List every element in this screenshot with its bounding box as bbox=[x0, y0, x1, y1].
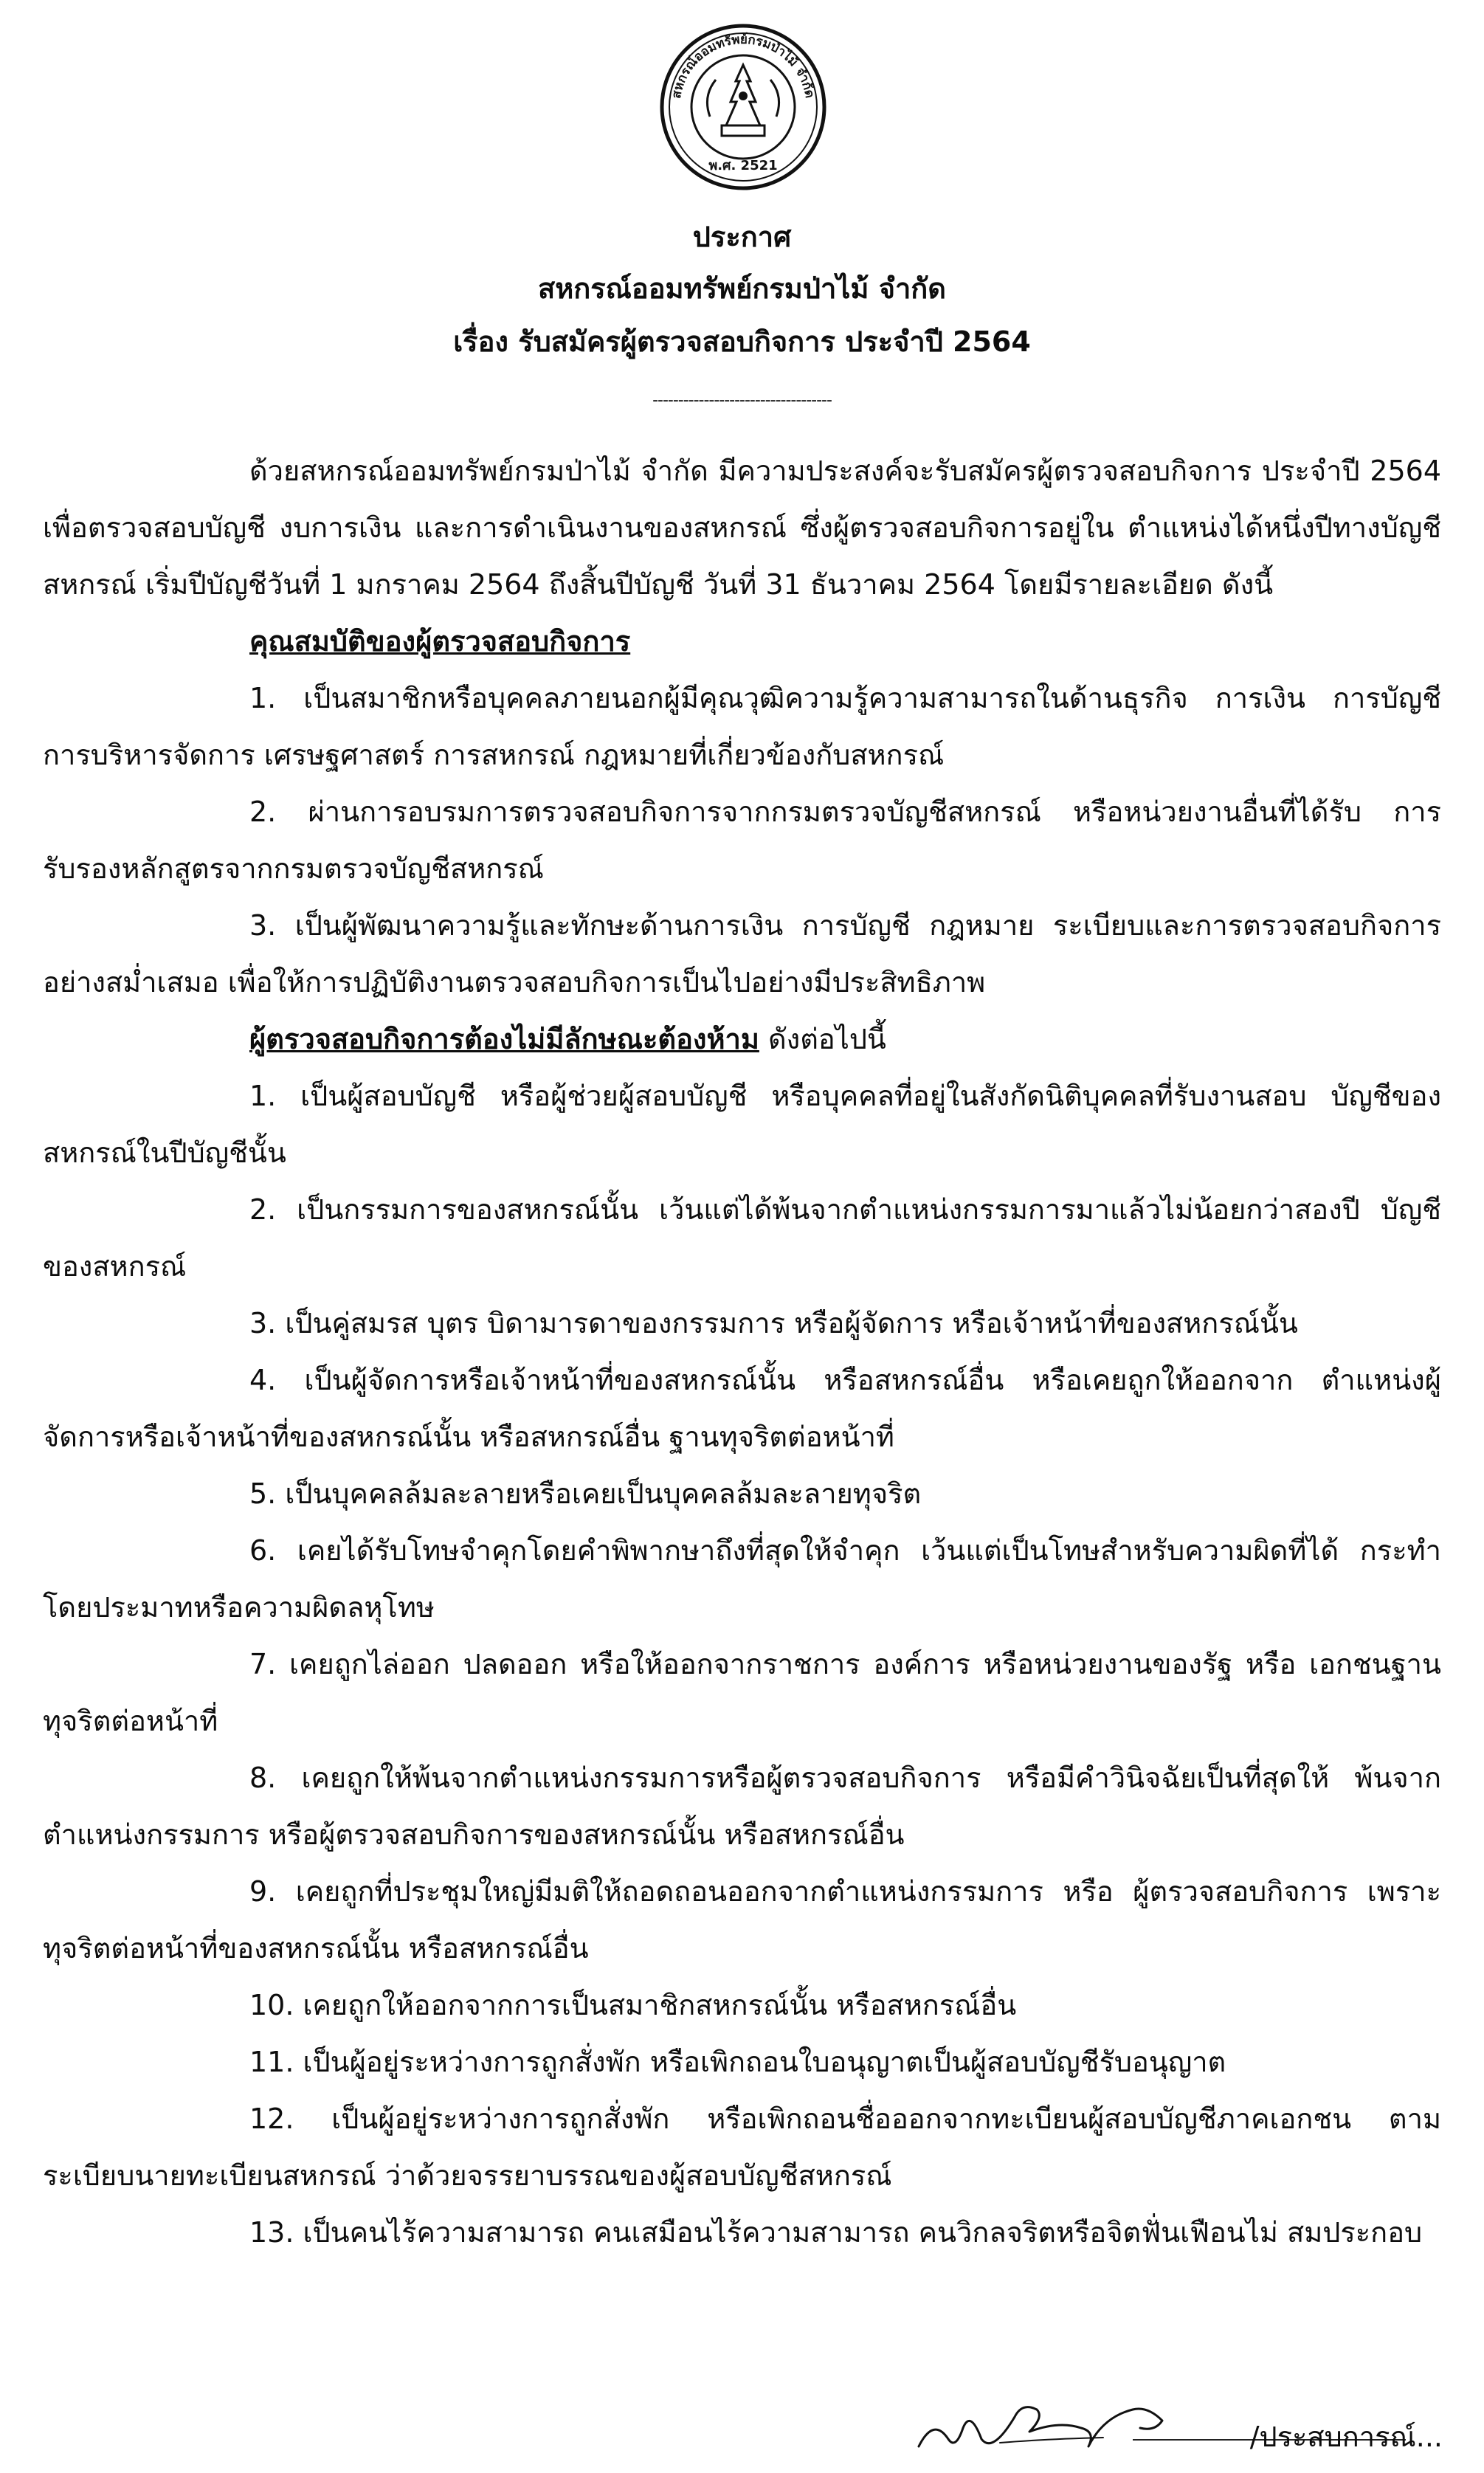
prohibition-item: 12. เป็นผู้อยู่ระหว่างการถูกสั่งพัก หรือเพิกถอนชื่อออกจากทะเบียนผู้สอบบัญชีภาคเอกชน ตามระเบียบนายทะเบียนสหกรณ์ ว่าด้วยจรรยาบรรณของผู้สอบบัญชีสหกรณ์ bbox=[43, 2103, 1441, 2192]
qualification-item: 1. เป็นสมาชิกหรือบุคคลภายนอกผู้มีคุณวุฒิความรู้ความสามารถในด้านธุรกิจ การเงิน การบัญชี การบริหารจัดการ เศรษฐศาสตร์ การสหกรณ์ กฎหมายที่เกี่ยวข้องกับสหกรณ์ bbox=[43, 682, 1441, 771]
qualification-item: 2. ผ่านการอบรมการตรวจสอบกิจการจากกรมตรวจบัญชีสหกรณ์ หรือหน่วยงานอื่นที่ได้รับ การรับรองหลักสูตรจากกรมตรวจบัญชีสหกรณ์ bbox=[43, 796, 1441, 885]
prohibitions-heading-line bbox=[43, 1011, 1441, 1068]
signature-area bbox=[911, 2387, 1443, 2461]
prohibition-item: 5. เป็นบุคคลล้มละลายหรือเคยเป็นบุคคลล้มละลายทุจริต bbox=[249, 1477, 922, 1510]
prohibition-item: 1. เป็นผู้สอบบัญชี หรือผู้ช่วยผู้สอบบัญชี หรือบุคคลที่อยู่ในสังกัดนิติบุคคลที่รับงานสอบ บัญชีของสหกรณ์ในปีบัญชีนั้น bbox=[43, 1080, 1441, 1169]
prohibition-item: 8. เคยถูกให้พ้นจากตำแหน่งกรรมการหรือผู้ตรวจสอบกิจการ หรือมีคำวินิจฉัยเป็นที่สุดให้ พ้นจากตำแหน่งกรรมการ หรือผู้ตรวจสอบกิจการของสหกรณ์นั้น หรือสหกรณ์อื่น bbox=[43, 1762, 1441, 1851]
prohibition-item: 9. เคยถูกที่ประชุมใหญ่มีมติให้ถอดถอนออกจากตำแหน่งกรรมการ หรือ ผู้ตรวจสอบกิจการ เพราะทุจริตต่อหน้าที่ของสหกรณ์นั้น หรือสหกรณ์อื่น bbox=[43, 1875, 1441, 1965]
continuation-marker: /ประสบการณ์... bbox=[1249, 2421, 1443, 2453]
handwritten-signature-icon bbox=[911, 2387, 1199, 2461]
announcement-subject: เรื่อง รับสมัครผู้ตรวจสอบกิจการ ประจำปี 2564 bbox=[453, 325, 1031, 358]
seal-year-text: พ.ศ. 2521 bbox=[708, 158, 778, 173]
qualifications-heading-line bbox=[43, 613, 1441, 670]
prohibition-item: 10. เคยถูกให้ออกจากการเป็นสมาชิกสหกรณ์นั้น หรือสหกรณ์อื่น bbox=[249, 1989, 1017, 2021]
cooperative-seal bbox=[658, 22, 828, 192]
prohibition-item: 2. เป็นกรรมการของสหกรณ์นั้น เว้นแต่ได้พ้นจากตำแหน่งกรรมการมาแล้วไม่น้อยกว่าสองปี บัญชีของสหกรณ์ bbox=[43, 1193, 1441, 1283]
prohibition-item: 6. เคยได้รับโทษจำคุกโดยคำพิพากษาถึงที่สุดให้จำคุก เว้นแต่เป็นโทษสำหรับความผิดที่ได้ กระทำโดยประมาทหรือความผิดลหุโทษ bbox=[43, 1534, 1441, 1624]
qualifications-heading: คุณสมบัติของผู้ตรวจสอบกิจการ bbox=[249, 625, 631, 658]
qualification-item: 3. เป็นผู้พัฒนาความรู้และทักษะด้านการเงิน การบัญชี กฎหมาย ระเบียบและการตรวจสอบกิจการ อย่างสม่ำเสมอ เพื่อให้การปฏิบัติงานตรวจสอบกิจการเป็นไปอย่างมีประสิทธิภาพ bbox=[43, 909, 1441, 998]
seal-emblem-icon bbox=[658, 22, 828, 192]
intro-paragraph: ด้วยสหกรณ์ออมทรัพย์กรมป่าไม้ จำกัด มีความประสงค์จะรับสมัครผู้ตรวจสอบกิจการ ประจำปี 2564 เพื่อตรวจสอบบัญชี งบการเงิน และการดำเนินงานของสหกรณ์ ซึ่งผู้ตรวจสอบกิจการอยู่ใน ตำแหน่งได้หนึ่งปีทางบัญชีสหกรณ์ เริ่มปีบัญชีวันที่ 1 มกราคม 2564 ถึงสิ้นปีบัญชี วันที่ 31 ธันวาคม 2564 โดยมีรายละเอียด ดังนี้ bbox=[43, 455, 1441, 601]
prohibitions-heading: ผู้ตรวจสอบกิจการต้องไม่มีลักษณะต้องห้าม bbox=[249, 1023, 759, 1055]
prohibition-item: 3. เป็นคู่สมรส บุตร บิดามารดาของกรรมการ หรือผู้จัดการ หรือเจ้าหน้าที่ของสหกรณ์นั้น bbox=[249, 1307, 1298, 1339]
prohibition-item: 7. เคยถูกไล่ออก ปลดออก หรือให้ออกจากราชการ องค์การ หรือหน่วยงานของรัฐ หรือ เอกชนฐานทุจริตต่อหน้าที่ bbox=[43, 1648, 1441, 1737]
prohibitions-heading-suffix: ดังต่อไปนี้ bbox=[759, 1023, 886, 1055]
document-body bbox=[43, 443, 1441, 2261]
prohibition-item: 11. เป็นผู้อยู่ระหว่างการถูกสั่งพัก หรือเพิกถอนใบอนุญาตเป็นผู้สอบบัญชีรับอนุญาต bbox=[249, 2046, 1226, 2078]
organization-name: สหกรณ์ออมทรัพย์กรมป่าไม้ จำกัด bbox=[538, 272, 946, 305]
prohibition-item: 13. เป็นคนไร้ความสามารถ คนเสมือนไร้ความสามารถ คนวิกลจริตหรือจิตฟั่นเฟือนไม่ สมประกอบ bbox=[249, 2216, 1423, 2249]
seal-ring-text: สหกรณ์ออมทรัพย์กรมป่าไม้ จำกัด bbox=[669, 32, 818, 100]
header-divider: ----------------------------------- bbox=[652, 391, 832, 410]
prohibition-item: 4. เป็นผู้จัดการหรือเจ้าหน้าที่ของสหกรณ์นั้น หรือสหกรณ์อื่น หรือเคยถูกให้ออกจาก ตำแหน่งผู้จัดการหรือเจ้าหน้าที่ของสหกรณ์นั้น หรือสหกรณ์อื่น ฐานทุจริตต่อหน้าที่ bbox=[43, 1364, 1441, 1453]
announcement-title: ประกาศ bbox=[692, 221, 792, 253]
